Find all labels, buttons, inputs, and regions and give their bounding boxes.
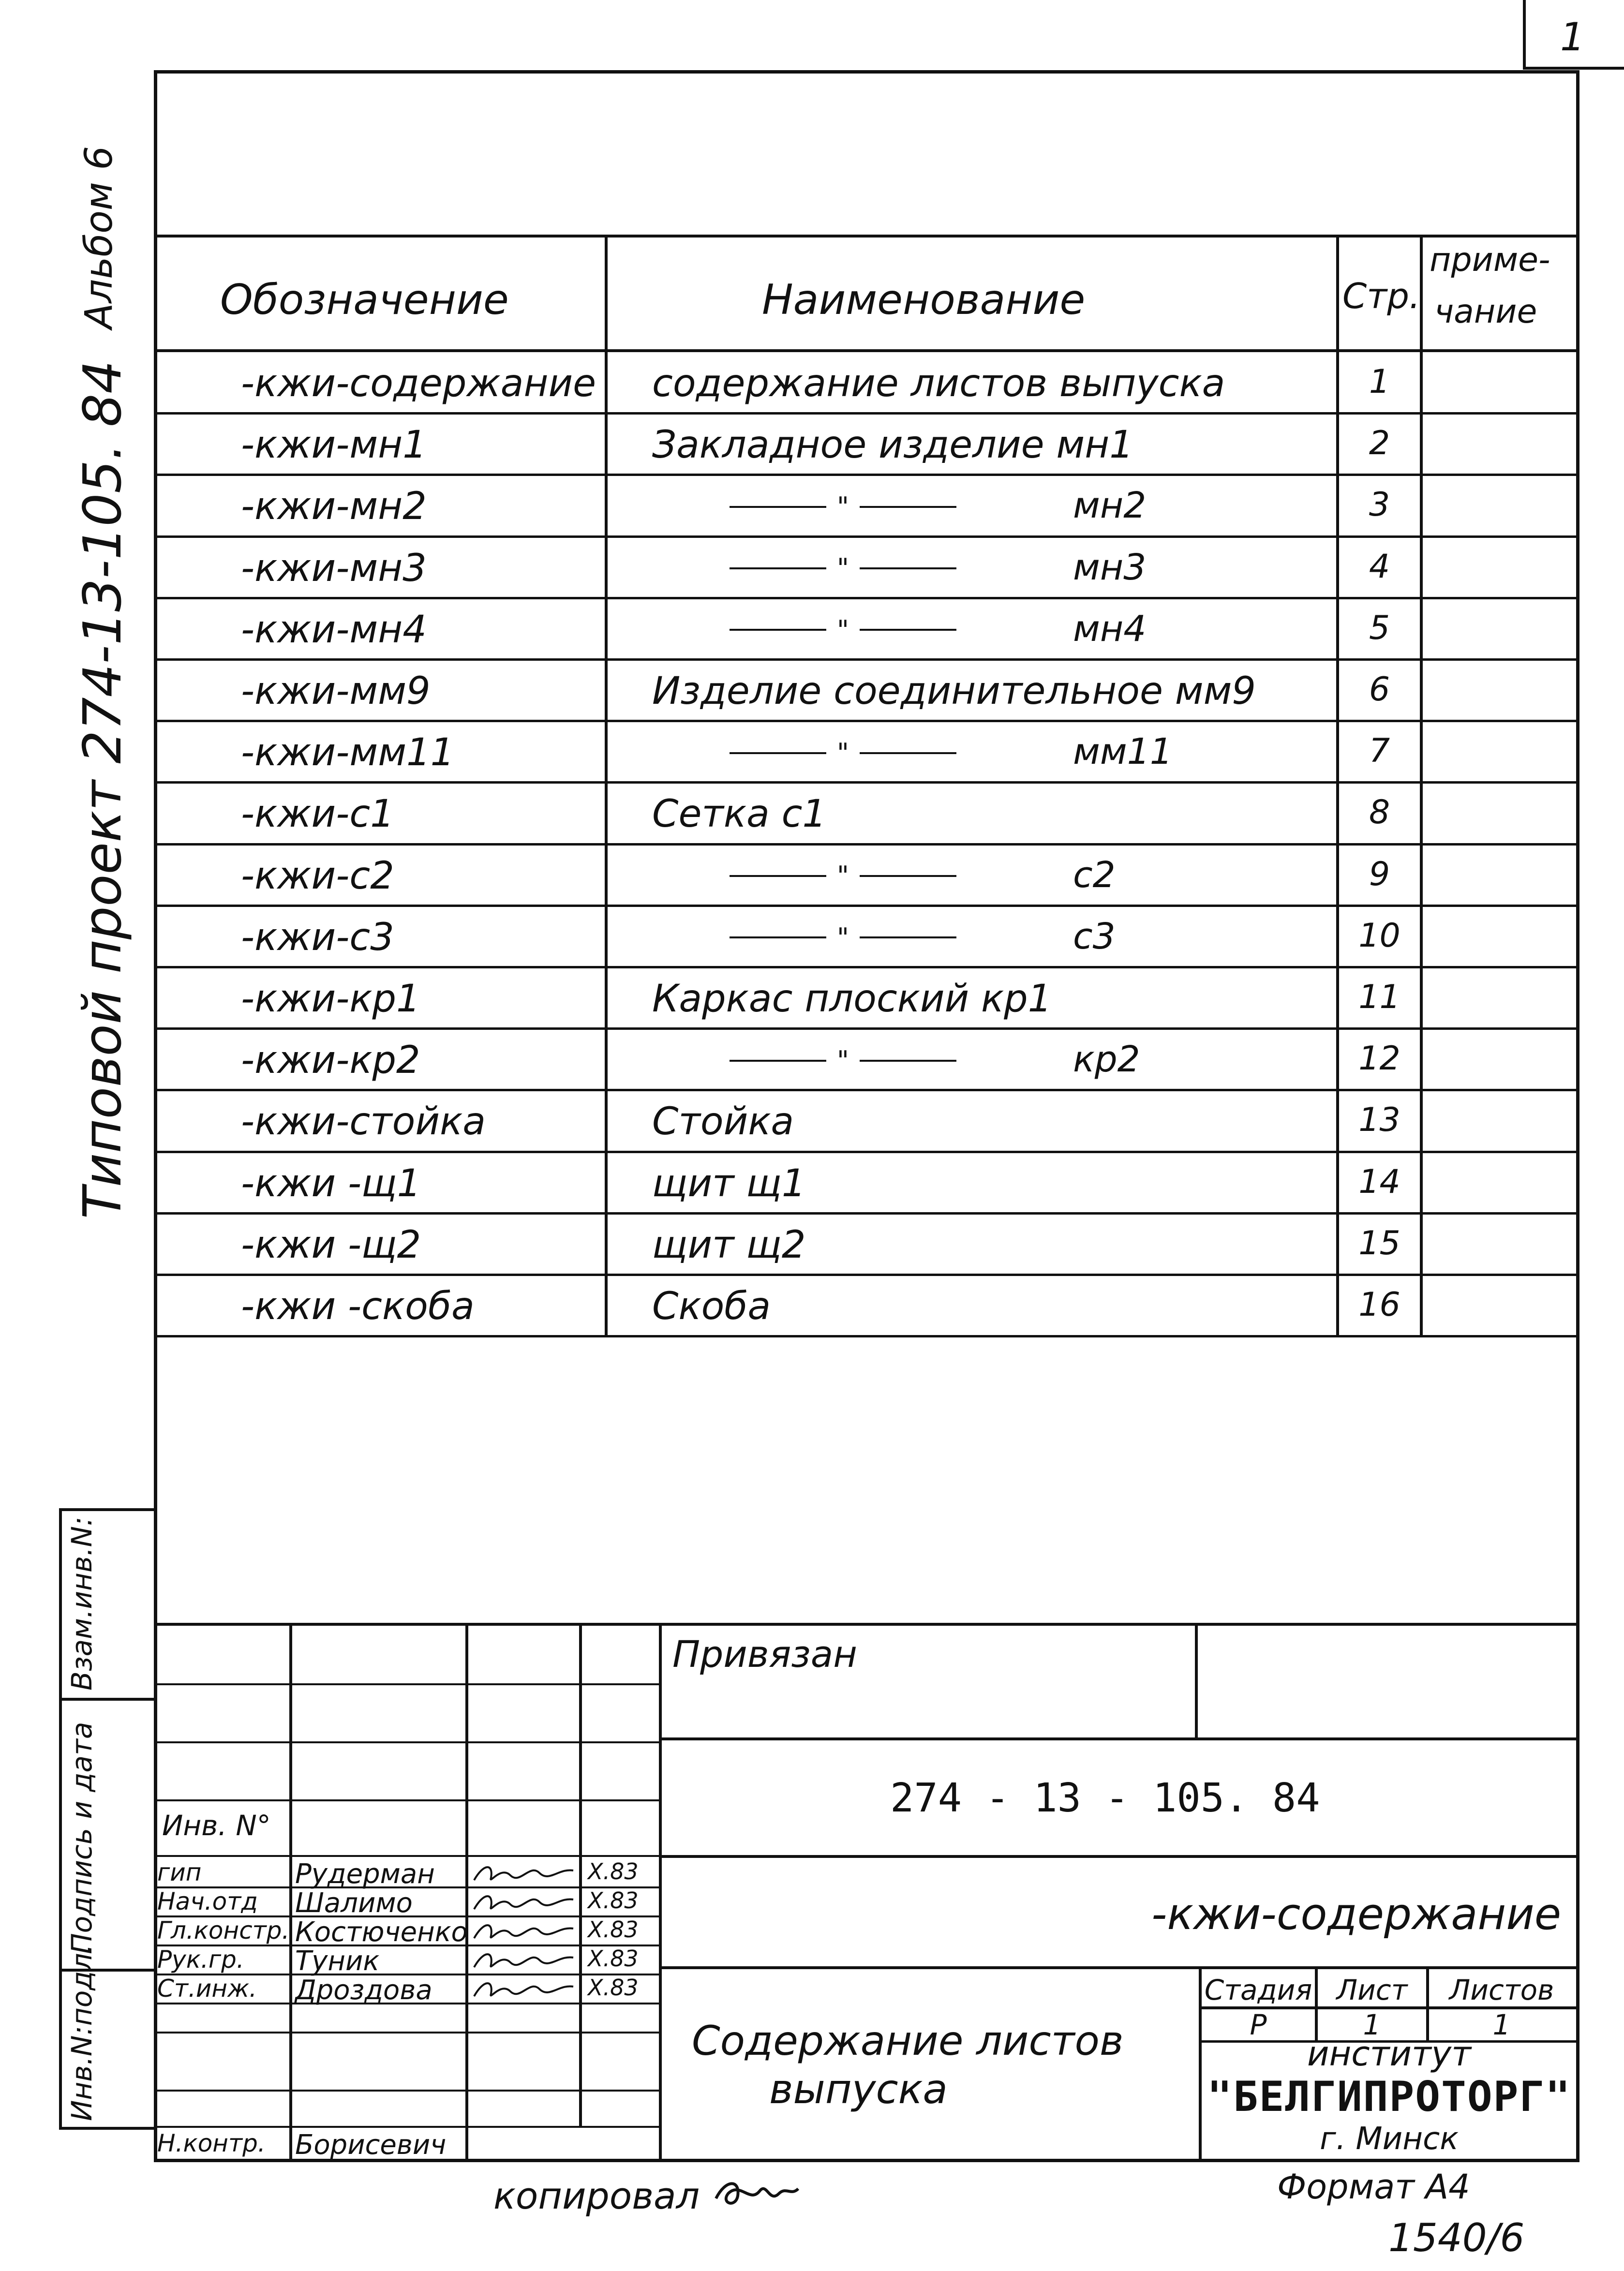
table-row xyxy=(154,598,1579,660)
row-page: 12 xyxy=(1358,1039,1401,1078)
ditto-quote: " xyxy=(837,1045,849,1076)
row-designation: -кжи-содержание xyxy=(241,362,596,405)
row-page: 7 xyxy=(1369,732,1390,771)
side-inv: Инв.N:подл. xyxy=(65,1944,98,2121)
table-row xyxy=(154,906,1579,967)
doc-code: 274 - 13 - 105. 84 xyxy=(890,1775,1320,1821)
institute-name: "БЕЛГИПРОТОРГ" xyxy=(1207,2073,1571,2121)
signer-name: Шалимо xyxy=(295,1887,413,1919)
header-note-2: чание xyxy=(1434,293,1537,331)
project-label: Типовой проект 274-13-105. 84 xyxy=(73,360,133,1219)
signer-date: X.83 xyxy=(588,1858,639,1885)
signer-role: Ст.инж. xyxy=(157,1974,257,2003)
sheet-number: 1 xyxy=(1560,15,1585,59)
signer-grid-line xyxy=(154,2090,662,2092)
header-page: Стр. xyxy=(1342,276,1420,316)
row-designation: -кжи-стойка xyxy=(241,1100,486,1144)
ditto-mark xyxy=(730,613,956,645)
row-name: Стойка xyxy=(652,1100,794,1144)
description-line1: Содержание листов xyxy=(692,2017,1124,2064)
row-designation: -кжи-мм11 xyxy=(241,731,455,775)
row-mark: мн3 xyxy=(1073,546,1147,588)
signer-role: Рук.гр. xyxy=(157,1945,244,1974)
table-row xyxy=(154,1214,1579,1275)
side-stamp-div1 xyxy=(59,1698,156,1701)
stage-header: Стадия xyxy=(1204,1974,1312,2006)
row-page: 5 xyxy=(1369,609,1390,647)
table-row xyxy=(154,537,1579,598)
row-name: Скоба xyxy=(652,1285,771,1328)
row-page: 4 xyxy=(1369,547,1390,586)
row-name: Закладное изделие мн1 xyxy=(652,423,1133,467)
row-designation: -кжи-мм9 xyxy=(241,669,431,713)
tb-top xyxy=(154,1623,1579,1626)
sheet-header: Лист xyxy=(1336,1974,1408,2006)
row-name: Каркас плоский кр1 xyxy=(652,977,1052,1021)
ditto-dash xyxy=(730,752,826,754)
table-row xyxy=(154,1275,1579,1336)
ditto-mark xyxy=(730,736,956,768)
tb-h-sheetcode xyxy=(659,1966,1579,1969)
signer-name: Туник xyxy=(295,1945,380,1977)
row-mark: кр2 xyxy=(1073,1039,1140,1081)
signer-name: Рудерман xyxy=(295,1858,435,1890)
row-page: 16 xyxy=(1358,1286,1401,1324)
row-name: содержание листов выпуска xyxy=(652,362,1225,405)
ditto-mark xyxy=(730,859,956,891)
ditto-dash xyxy=(730,629,826,631)
inv-no: Инв. N° xyxy=(162,1809,271,1842)
row-page: 1 xyxy=(1369,363,1390,401)
signer-role: Н.контр. xyxy=(157,2129,266,2157)
row-designation: -кжи-с3 xyxy=(241,915,394,959)
city: г. Минск xyxy=(1320,2121,1459,2157)
tb-h-code xyxy=(659,1855,1579,1858)
signature xyxy=(472,1858,578,1887)
table-row xyxy=(154,1090,1579,1152)
ditto-quote: " xyxy=(837,491,849,522)
top-corner-line-h xyxy=(1523,67,1624,70)
description-line2: выпуска xyxy=(769,2065,948,2113)
row-designation: -кжи-с1 xyxy=(241,792,394,836)
sheet-value: 1 xyxy=(1363,2008,1381,2041)
ditto-dash xyxy=(730,506,826,508)
side-vzam: Взам.инв.N: xyxy=(65,1516,98,1691)
ditto-dash xyxy=(730,567,826,569)
privyazan-label: Привязан xyxy=(672,1633,857,1676)
ditto-dash xyxy=(860,506,956,508)
row-mark: мн2 xyxy=(1073,485,1147,527)
copied-label: копировал xyxy=(493,2174,700,2217)
ditto-dash xyxy=(860,875,956,877)
institute-label: институт xyxy=(1307,2034,1471,2074)
row-page: 10 xyxy=(1358,916,1401,955)
signer-date: X.83 xyxy=(588,1916,639,1943)
signer-role: Гл.констр. xyxy=(157,1916,290,1944)
row-name: Сетка с1 xyxy=(652,792,827,836)
row-mark: с2 xyxy=(1073,854,1116,896)
signer-grid-line xyxy=(154,1799,662,1801)
signature xyxy=(472,1945,578,1974)
signer-date: X.83 xyxy=(588,1887,639,1914)
header-note-1: приме- xyxy=(1430,241,1550,279)
format-label: Формат А4 xyxy=(1277,2167,1470,2207)
ditto-quote: " xyxy=(837,738,849,769)
tb-v-d xyxy=(659,1623,662,2160)
table-row xyxy=(154,721,1579,783)
ditto-quote: " xyxy=(837,553,849,584)
signer-name: Борисевич xyxy=(295,2129,447,2161)
ditto-dash xyxy=(730,936,826,938)
ditto-dash xyxy=(860,567,956,569)
row-designation: -кжи -скоба xyxy=(241,1285,475,1328)
signer-date: X.83 xyxy=(588,1974,639,2001)
ditto-dash xyxy=(860,936,956,938)
side-stamp-top xyxy=(59,1508,156,1511)
signature xyxy=(472,1974,578,2004)
sheets-header: Листов xyxy=(1449,1974,1554,2006)
tb-v-priv xyxy=(1195,1623,1198,1739)
row-page: 8 xyxy=(1369,793,1390,832)
row-page: 2 xyxy=(1369,424,1390,463)
tb-h-priv xyxy=(659,1737,1579,1740)
row-designation: -кжи -щ1 xyxy=(241,1161,421,1205)
tb-v-c xyxy=(579,1623,582,2126)
archive-number: 1540/6 xyxy=(1388,2215,1525,2260)
row-designation: -кжи-с2 xyxy=(241,854,394,898)
table-row xyxy=(154,660,1579,721)
signer-role: Нач.отд xyxy=(157,1887,258,1915)
signature xyxy=(472,1887,578,1916)
row-page: 9 xyxy=(1369,855,1390,893)
row-mark: мм11 xyxy=(1073,731,1173,773)
ditto-quote: " xyxy=(837,922,849,953)
table-row xyxy=(154,475,1579,536)
copied-signature xyxy=(711,2169,803,2215)
side-podpis: Подпись и дата xyxy=(65,1722,98,1954)
ditto-mark xyxy=(730,920,956,953)
ditto-mark xyxy=(730,551,956,584)
row-page: 13 xyxy=(1358,1101,1401,1140)
row-designation: -кжи-мн2 xyxy=(241,485,427,529)
side-stamp-bottom xyxy=(59,2127,156,2130)
row-designation: -кжи -щ2 xyxy=(241,1223,421,1267)
row-mark: мн4 xyxy=(1073,608,1147,650)
row-designation: -кжи-кр2 xyxy=(241,1039,420,1083)
stage-value: Р xyxy=(1250,2008,1267,2041)
row-page: 6 xyxy=(1369,670,1390,709)
side-stamp-v1 xyxy=(59,1509,62,2128)
table-row xyxy=(154,352,1579,414)
row-page: 14 xyxy=(1358,1162,1401,1201)
header-name: Наименование xyxy=(762,276,1086,324)
signer-date: X.83 xyxy=(588,1945,639,1972)
row-designation: -кжи-мн4 xyxy=(241,608,427,652)
ditto-dash xyxy=(860,629,956,631)
table-row xyxy=(154,845,1579,906)
table-row xyxy=(154,967,1579,1029)
table-row xyxy=(154,1029,1579,1090)
row-designation: -кжи-мн3 xyxy=(241,546,427,590)
signer-grid-line xyxy=(154,2126,662,2128)
row-page: 15 xyxy=(1358,1224,1401,1262)
row-designation: -кжи-кр1 xyxy=(241,977,420,1021)
sheet-code: -кжи-содержание xyxy=(1151,1889,1562,1940)
tb-v-b xyxy=(465,1623,468,2160)
signer-grid-line xyxy=(154,1741,662,1743)
row-name: Изделие соединительное мм9 xyxy=(652,669,1256,713)
row-page: 3 xyxy=(1369,486,1390,524)
tb-v-a xyxy=(289,1623,292,2160)
signer-grid-line xyxy=(154,2032,662,2034)
signer-role: гип xyxy=(157,1858,202,1886)
signer-name: Костюченко xyxy=(295,1916,468,1948)
row-mark: с3 xyxy=(1073,915,1116,957)
row-designation: -кжи-мн1 xyxy=(241,423,427,467)
signature xyxy=(472,1916,578,1945)
row-page: 11 xyxy=(1358,978,1401,1016)
header-designation: Обозначение xyxy=(220,276,509,324)
ditto-quote: " xyxy=(837,614,849,645)
ditto-mark xyxy=(730,490,956,522)
ditto-quote: " xyxy=(837,861,849,891)
ditto-dash xyxy=(730,1060,826,1062)
album-label: Альбом 6 xyxy=(77,146,121,329)
ditto-dash xyxy=(730,875,826,877)
sheets-value: 1 xyxy=(1492,2008,1511,2041)
ditto-dash xyxy=(860,752,956,754)
row-line xyxy=(154,1335,1579,1337)
ditto-mark xyxy=(730,1043,956,1076)
table-row xyxy=(154,414,1579,475)
top-corner-line xyxy=(1523,0,1526,68)
table-row xyxy=(154,1152,1579,1214)
ditto-dash xyxy=(860,1060,956,1062)
header-top-line xyxy=(154,235,1579,237)
row-name: щит щ2 xyxy=(652,1223,806,1267)
signer-grid-line xyxy=(154,1855,662,1857)
signer-grid-line xyxy=(154,1683,662,1685)
table-row xyxy=(154,783,1579,844)
signer-name: Дроздова xyxy=(295,1974,432,2006)
row-name: щит щ1 xyxy=(652,1161,806,1205)
